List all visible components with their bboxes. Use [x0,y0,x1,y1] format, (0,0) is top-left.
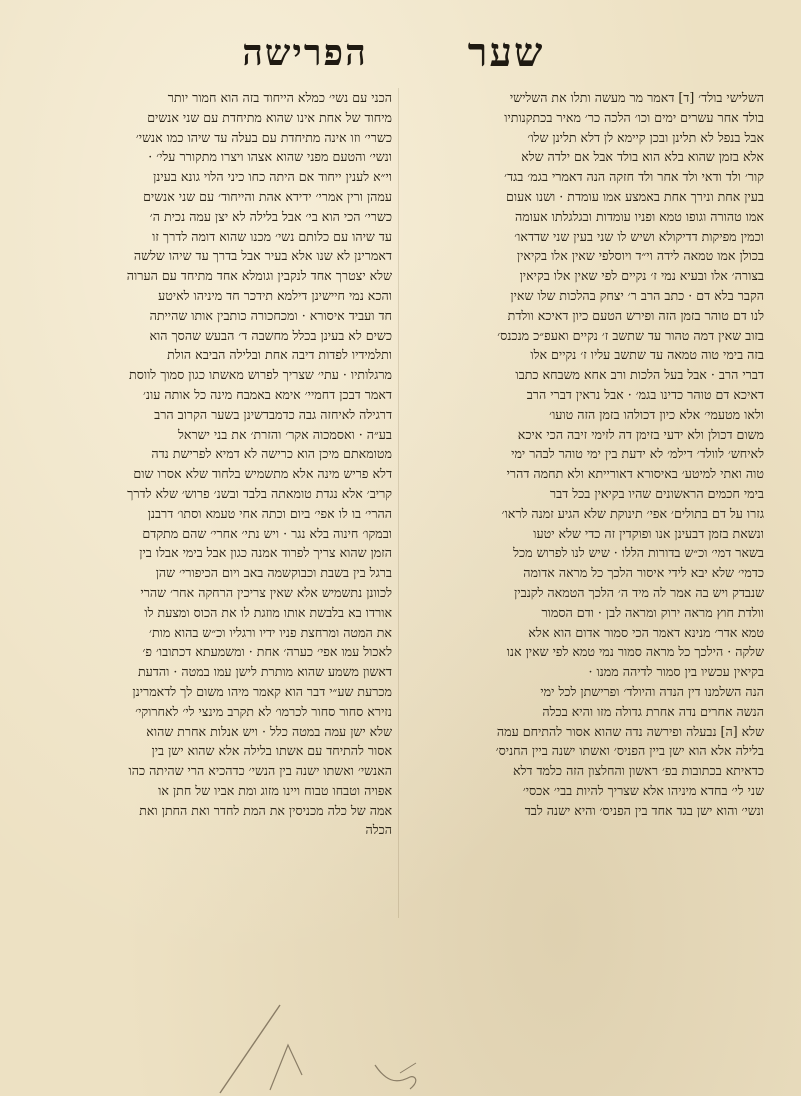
left-column-line: מרגלותיו · עתי׳ שצריך לפרוש מאשתו כגון סמוך לווסת [129,367,392,383]
left-column-line: מכרעת שע״י דבר הוא קאמר מיהו משום לך לדאמרינן [132,683,392,699]
right-column-line: אמו טהורה וגופו טמא ופניו עומדות ובגלגלתו אעומה [515,208,764,224]
left-column-line: ובמקו׳ חינוה בלא נגר · ויש נתי׳ אחרי׳ שהם מתקדם [142,525,392,541]
right-column-line: ונשאת בזמן דבעינן אנו ופוקדין זה כדי שלא יטעו [533,525,764,541]
right-column-line: אבל בנפל לא תלינן ובכן קיימא לן דלא תלינן שלו׳ [527,129,764,145]
right-column-line: בעין אחת ונירך אחת באמצע אמו עומדת · ושנו אעום [506,188,764,204]
left-column-line: חד ועביד איסורא · ומכחכורה כותבין אותו שהייתה [149,307,392,323]
right-column-line: בצורה׳ אלו ובעיא נמי ז׳ נקיים לפי שאין אלו בקיאין [519,268,764,284]
left-column-line: כשים לא בעינן בכלל מחשבה ד׳ הבעש שהסך הוא [149,327,392,343]
right-column-line: שנבדק ויש בה אמר לה מיד ה׳ הלכך הטמאה לקנבין [514,584,764,600]
right-column-line: דברי הרב · אבל בעל הלכות ורב אחא משבחא כתבו [515,367,764,383]
right-column-line: השלישי בולד׳ [ד] דאמר מר מעשה ותלו את השלישי [509,90,764,105]
right-column-line: אלא בזמן שהוא בלא הוא בולד אבל אם ילדה שלא [521,149,764,165]
right-column-line: בזוב שאין דמה טהור עד שתשב ז׳ נקיים ואעפ״כ מנכנס׳ [497,327,764,343]
right-column-line: בזה בימי טוה טמאה עד שתשב עליו ז׳ נקיים אלו [530,347,764,363]
right-column-line: וכמין מפיקות דדיקולא ושיש לו שני בעין שני שדדאו׳ [514,228,764,244]
left-column-line: והכא נמי חיישינן דילמא תידכר חד מיניהו לאיטע [158,287,392,303]
left-column-line: בע״ה · ואסמכוה אקר׳ והזרת׳ את בני ישראל [178,426,392,442]
left-column-line: אורדו בא בלבשת אותו מוזגת לו את הכוס ומצעת לו [144,604,392,620]
right-column-line: בכולן אמו טמאה לידה וי״ד ויוסלפי שאין אלו בקיאין [516,248,764,264]
right-column-line: כדמי׳ שלא יבא לידי איסור הלכך כל מראה אדומה [523,565,764,581]
left-column-line: ונשי׳ והטעם מפני שהוא אצהו ויצרו מתקורר עלי׳ · [148,149,392,165]
left-column-line: ותלמידיו לפדות דיבה אחת ובלילה הביבא הולת [167,347,392,363]
left-column-line: לאכול עמו אפי׳ כערה׳ אחת · ומשמעתא דכתובו׳ פ׳ [142,644,392,660]
left-column-line: את המטה ומרחצת פניו ידיו ורגליו וכ״ש בהוא מות׳ [149,624,392,640]
column-right [410,88,764,928]
left-column-line: דאשון משמע שהוא מותרת לישן עמו במטה · והדעת [138,664,392,680]
right-column-line: גזרו על דם בתולים׳ אפי׳ תינוקת שלא הגיע זמנה לראו׳ [501,505,764,521]
left-column-line: ההרי׳ בו לו אפי׳ ביום וכתה אחי טעמא וסתו׳ דרבנן [147,505,392,521]
left-column-line: ברגל בין בשבת וכבוקשמה באב ויום הכיפורי׳ שהן [155,565,392,581]
left-column-line: מטומאתם מיכן הוא כרישה לא דמיא לפרישת נדה [151,446,392,462]
left-column-line: וי״א לענין ייחוד אם היתה כחו כיני הלוי גונא בעינן [153,169,392,185]
left-column-line: עד שיהו עם כלותם נשי׳ מכנו שהוא דומה לדרך זו [152,228,392,244]
right-column-line: ולאו מטעמי׳ אלא כיון דכולהו בזמן הזה טועו׳ [549,406,764,422]
right-column-line: טוה ואתי למיטע׳ באיסורא דאורייתא ולא תחמה דהרי [506,466,764,482]
right-column-line: שלא [ה] נבעלה ופירשה נדה שהוא אסור להתיחם עמה [496,723,764,739]
right-column-line: בולד אחר עשרים ימים וכו׳ הלכה כר׳ מאיר בכתקנותיו [504,109,764,125]
right-column-line: כדאיתא בכתובות בפ׳ ראשון והחלצון הזה כלמד דלא [512,763,764,779]
right-column-line: הנשה אחרים נדה אחרת גדולה מזו והיא בכלה [542,703,764,719]
right-column-line: ונשי׳ והוא ישן בגד אחד בין הפניס׳ והיא ישנה לבד [524,802,764,818]
left-column-line: הכלה [365,822,392,838]
right-column-line: הנה השלמנו דין הנדה והיולד׳ ופרישתן לכל ימי [540,683,764,699]
right-column-line: לנו דם טוהר בזמן הזה ופירש הטעם כיון דאיכא וולדת [507,307,764,323]
right-column-line: וולדת חוץ מראה ירוק ומראה לבן · ודם הסמור [541,604,764,620]
right-column-line: בלילה אלא הוא ישן ביין הפניס׳ ואשתו ישנה ביין החניס׳ [495,743,764,759]
left-column-line: אסור להתיחד עם אשתו בלילה אלא שהוא ישן בין [151,743,392,759]
right-column-line: שני לי׳ בחדא מיניהו אלא שצריך להיות בבי׳ אכסי׳ [522,782,764,798]
right-column-line: דאיכא דם טוהר כדינו בגמ׳ · אבל נראין דברי הרב [526,386,764,402]
right-column-line: הקבר בלא דם · כתב הרב ר׳ יצחק בהלכות שלו שאין [510,287,764,303]
left-column-line: נזירא סחור סחור לכרמו׳ לא תקרב מינצי לי׳ לאחרוקי׳ [135,703,392,719]
left-column-line: כשרי׳ הכי הוא בי׳ אבל בלילה לא יצן עמה נכית ה׳ [149,208,392,224]
right-column-line: בקיאין עכשיו בין סמור לדיהה ממנו · [588,664,764,680]
right-column-line: שלקה · הילכך כל מראה סמור נמי טמא לפי שאין אנו [506,644,764,660]
left-column-line: כשרי׳ וזו אינה מתיחדת עם בעלה עד שיהו כמו אנשי׳ [135,129,392,145]
right-column-line: לאיחש׳ לוולד׳ דילמ׳ לא ידעת בין ימי טוהר לבהר ימי [511,446,764,462]
left-column-line: שלא ישן עמה במטה כלל · ויש אנלות אחרת שהוא [146,723,392,739]
left-column-line: אמה של כלה מכניסין את המת לחדר ואת החתן ואת [139,802,392,818]
left-column-line: הכני עם נשי׳ כמלא הייחוד בזה הוא חמור יותר [167,90,392,105]
left-column-line: שלא יצטרך אחד לנקבין וגומלא אחד מתיחד עם הערוה [126,268,392,284]
left-column-line: מיחוד של אחת אינו שהוא מתיחדת עם שני אנשים [147,109,392,125]
text-columns [36,88,764,928]
right-column-line: משום דכולן ולא ידעי בזימן דה לזימי זיבה הכי איכא [517,426,764,442]
left-column-line: קריב׳ אלא נגדת טומאתה בלבד ובשנ׳ פרוש׳ שלא לדרך [127,485,392,501]
left-column-line: דרגילה לאיחזה גבה כדמבדשינן בשער הקרוב הרב [154,406,392,422]
pencil-scribble-mark [210,985,450,1095]
left-column-line: דאמר דבכן דחמיי׳ אימא באמבח מינה כל אותה עונ׳ [143,386,392,402]
header-left-title: הפרישה [242,32,368,74]
left-column-line: דלא פריש מינה אלא מתשמיש בלחוד שלא אסרו שום [133,466,392,482]
right-column-line: קור׳ ולד ודאי ולד אחר ולד חזקה הנה דאמרי בגמ׳ בגד׳ [504,169,764,185]
left-column-line: לכוונן נתשמיש אלא שאין צריכין הרחקה אחר׳ שהרי [140,584,392,600]
left-column-line: האנשי׳ ואשתו ישנה בין הנשי׳ כדהכיא הרי שהיתה כהו [128,763,392,779]
page-headers [0,22,801,84]
right-column-line: בשאר דמי׳ וכ״ש בדורות הללו · שיש לנו לפרוש מכל [513,545,764,561]
column-left [36,88,392,928]
right-column-line: בימי חכמים הראשונים שהיו בקיאין בכל דבר [549,485,764,501]
header-right-title: שער [467,29,545,76]
left-column-line: אפויה וטבחו טבוח ויינו מזוג ומת אביו של חתן או [158,782,392,798]
left-column-line: דאמרינן לא שנו אלא בעיר אבל בדרך עד שיהו שלשה [133,248,392,264]
left-column-line: עמהן ורין אמרי׳ ידידא אהת והייחוד׳ עם שני אנשים [143,188,392,204]
left-column-line: הזמן שהוא צריך לפרוד אמנה כגון אבל בימי אבלו בין [139,545,392,561]
right-column-line: טמא אדר׳ מנינא דאמר הכי סמור אדום הוא אלא [528,624,764,640]
